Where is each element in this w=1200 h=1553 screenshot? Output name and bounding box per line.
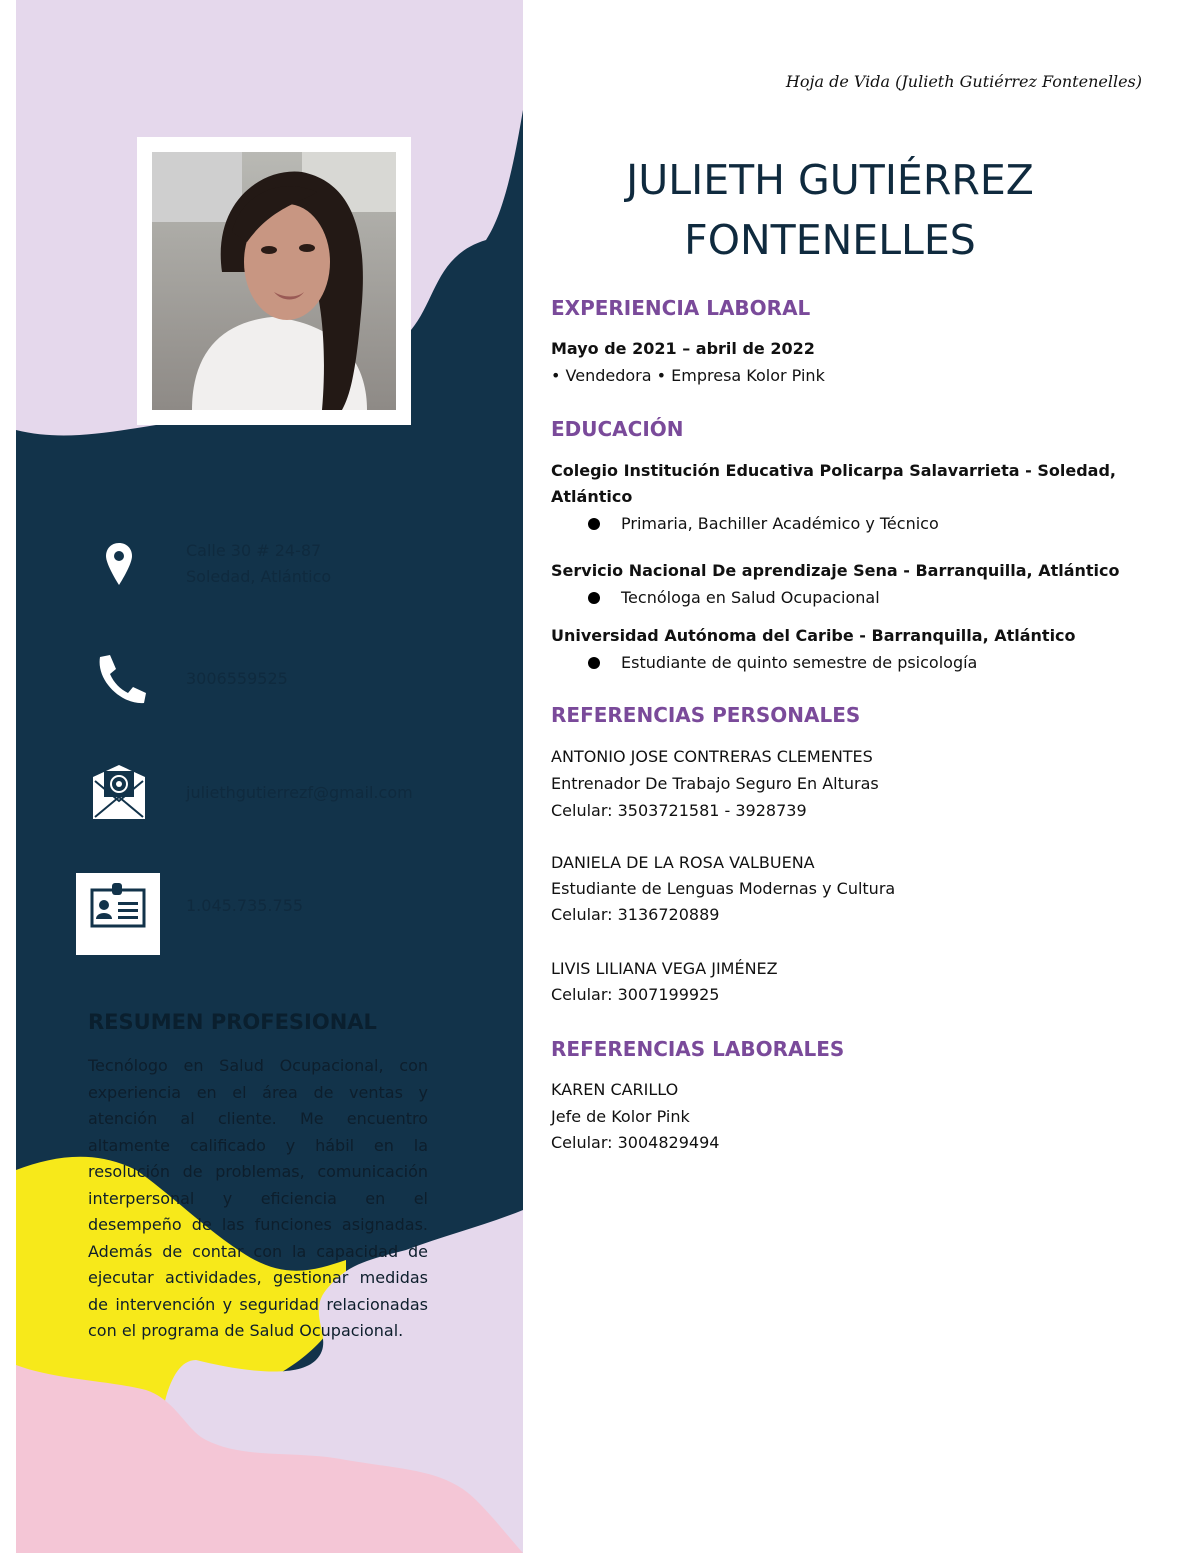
experiencia-detail: • Vendedora • Empresa Kolor Pink [551, 366, 825, 385]
experiencia-title: EXPERIENCIA LABORAL [551, 296, 811, 320]
phone-icon [92, 651, 148, 707]
ref-laboral-1-phone: Celular: 3004829494 [551, 1133, 720, 1152]
education-detail-1: Primaria, Bachiller Académico y Técnico [621, 514, 939, 533]
ref-personal-2-phone: Celular: 3136720889 [551, 905, 720, 924]
education-detail-3: Estudiante de quinto semestre de psicología [621, 653, 978, 672]
education-detail-2: Tecnóloga en Salud Ocupacional [621, 588, 880, 607]
education-school-1-line-1: Colegio Institución Educativa Policarpa Salavarrieta - Soledad, [551, 461, 1116, 480]
id-number: 1.045.735.755 [186, 896, 304, 915]
educacion-title: EDUCACIÓN [551, 417, 684, 441]
ref-personal-1-name: ANTONIO JOSE CONTRERAS CLEMENTES [551, 747, 873, 766]
phone-number: 3006559525 [186, 669, 288, 688]
email-address: juliethgutierrezf@gmail.com [186, 783, 413, 802]
candidate-name [560, 150, 1100, 270]
ref-personal-2-name: DANIELA DE LA ROSA VALBUENA [551, 853, 815, 872]
ref-personal-3-phone: Celular: 3007199925 [551, 985, 720, 1004]
name-line-2: FONTENELLES [684, 216, 976, 264]
profile-photo [152, 152, 396, 410]
bullet-dot [588, 657, 600, 669]
address-line-2: Soledad, Atlántico [186, 567, 332, 586]
ref-personal-1-role: Entrenador De Trabajo Seguro En Alturas [551, 774, 879, 793]
bullet-dot [588, 592, 600, 604]
education-school-2: Servicio Nacional De aprendizaje Sena - Barranquilla, Atlántico [551, 561, 1120, 580]
ref-personal-1-phone: Celular: 3503721581 - 3928739 [551, 801, 807, 820]
email-icon [92, 765, 146, 821]
location-pin-icon [104, 541, 134, 587]
address-line-1: Calle 30 # 24-87 [186, 541, 322, 560]
ref-laboral-1-role: Jefe de Kolor Pink [551, 1107, 690, 1126]
education-school-1-line-2: Atlántico [551, 487, 633, 506]
photo-frame [137, 137, 411, 425]
ref-laborales-title: REFERENCIAS LABORALES [551, 1037, 845, 1061]
ref-personal-2-role: Estudiante de Lenguas Modernas y Cultura [551, 879, 896, 898]
experiencia-period: Mayo de 2021 – abril de 2022 [551, 339, 815, 358]
ref-personales-title: REFERENCIAS PERSONALES [551, 703, 861, 727]
ref-personal-3-name: LIVIS LILIANA VEGA JIMÉNEZ [551, 959, 778, 978]
ref-laboral-1-name: KAREN CARILLO [551, 1080, 679, 1099]
resumen-title: RESUMEN PROFESIONAL [88, 1010, 377, 1034]
id-card-icon [76, 873, 160, 955]
resumen-text: Tecnólogo en Salud Ocupacional, con experiencia en el área de ventas y atención al cliente. Me encuentro altamente calificado y hábil en la resolución de problemas, comunicación interpersonal y eficiencia en el desempeño de las funciones asignadas. Además de contar con la capacidad de ejecutar actividades, gestionar medidas de intervención y seguridad relacionadas con el programa de Salud Ocupacional. [88, 1056, 428, 1340]
header-note: Hoja de Vida (Julieth Gutiérrez Fontenelles) [785, 72, 1142, 91]
bullet-dot [588, 518, 600, 530]
education-school-3: Universidad Autónoma del Caribe - Barranquilla, Atlántico [551, 626, 1076, 645]
name-line-1: JULIETH GUTIÉRREZ [626, 156, 1034, 204]
